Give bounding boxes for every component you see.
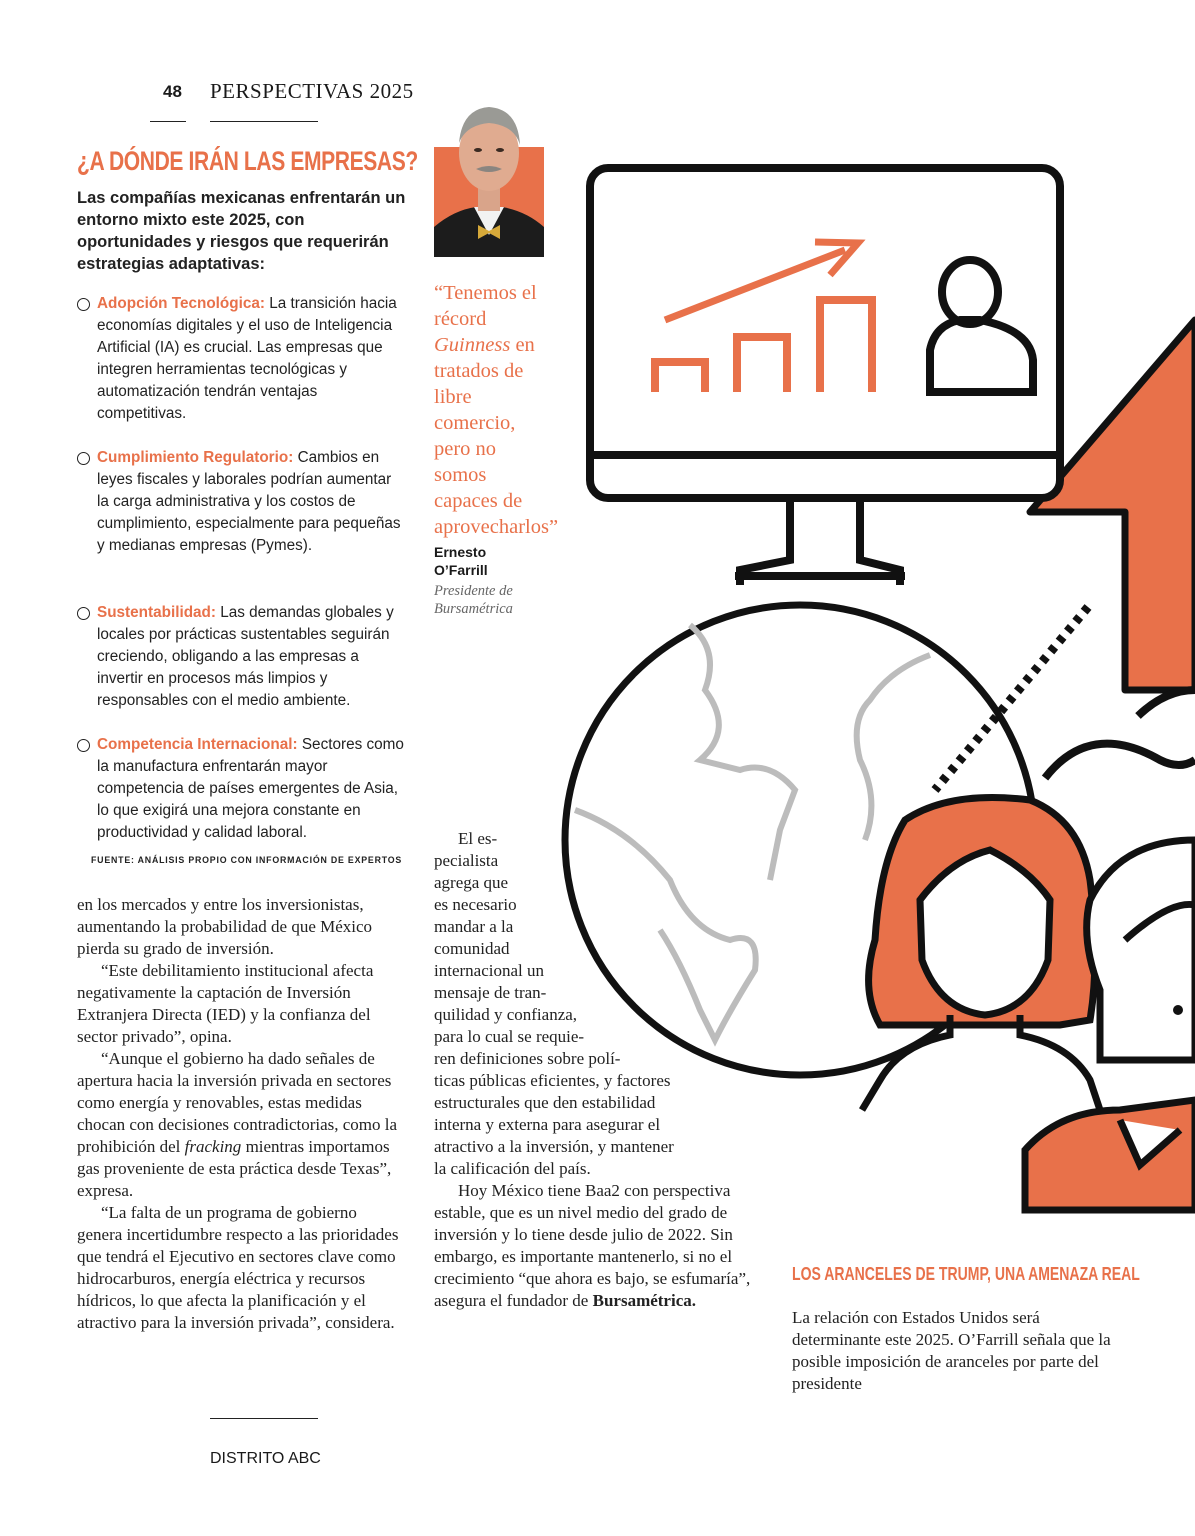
sidebar-item-text: Las demandas globales y locales por prácticas sustentables seguirán creciendo, obligando a las empresas a invertir en procesos más limpios y responsables con el medio ambiente. bbox=[97, 604, 394, 709]
sidebar-item-text: Cambios en leyes fiscales y laborales podrían aumentar la carga administrativa y los costos de cumplimiento, especialmente para pequeñas y medianas empresas (Pymes). bbox=[97, 449, 401, 554]
sidebar-title: ¿A DÓNDE IRÁN LAS EMPRESAS? bbox=[77, 146, 418, 176]
sidebar-source: FUENTE: ANÁLISIS PROPIO CON INFORMACIÓN DE EXPERTOS bbox=[91, 855, 403, 865]
sidebar-item-heading: Cumplimiento Regulatorio: bbox=[97, 449, 294, 466]
sidebar-item-text: La transición hacia economías digitales y el uso de Inteligencia Artificial (IA) es crucial. Las empresas que integren herramientas tecnológicas y automatización tendrán ventajas competitivas. bbox=[97, 295, 397, 422]
article-line: para lo cual se requie- bbox=[434, 1027, 585, 1046]
article-line: comunidad bbox=[434, 939, 510, 958]
article-middle-column bbox=[434, 828, 764, 1312]
bullet-circle-icon bbox=[77, 607, 90, 620]
sidebar-item-heading: Adopción Tecnológica: bbox=[97, 295, 265, 312]
article-paragraph: Hoy México tiene Baa2 con perspectiva estable, que es un nivel medio del grado de inversión y lo tiene desde julio de 2022. Sin embargo, es importante mantenerlo, si no el crecimiento “que ahora es bajo, se esfumaría”, asegura el fundador de Bursamétrica. bbox=[434, 1181, 751, 1310]
article-line: interna y externa para asegurar el bbox=[434, 1115, 661, 1134]
sidebar-item-regulatory bbox=[77, 447, 407, 557]
article-line: la calificación del país. bbox=[434, 1159, 591, 1178]
quote-role: Presidente de Bursamétrica bbox=[434, 583, 513, 617]
subheading: LOS ARANCELES DE TRUMP, UNA AMENAZA REAL bbox=[792, 1264, 1140, 1284]
bullet-circle-icon bbox=[77, 298, 90, 311]
article-paragraph: La relación con Estados Unidos será determinante este 2025. O’Farrill señala que la posible imposición de aranceles por parte del presidente bbox=[792, 1308, 1111, 1393]
sidebar-item-tech bbox=[77, 293, 407, 425]
section-title: PERSPECTIVAS 2025 bbox=[210, 79, 414, 103]
bullet-circle-icon bbox=[77, 452, 90, 465]
sidebar-item-heading: Competencia Internacional: bbox=[97, 736, 298, 753]
sidebar-item-competition bbox=[77, 734, 407, 844]
article-paragraph: “Este debilitamiento institucional afecta negativamente la captación de Inversión Extranjera Directa (IED) y la confianza del sector privado”, opina. bbox=[77, 961, 374, 1046]
article-left-column bbox=[77, 894, 399, 1334]
portrait-photo bbox=[434, 95, 544, 257]
quote-author: Ernesto O’Farrill bbox=[434, 544, 488, 578]
article-line: atractivo a la inversión, y mantener bbox=[434, 1137, 674, 1156]
header-rule-right bbox=[210, 121, 318, 122]
article-line: agrega que bbox=[434, 873, 509, 892]
sidebar-item-heading: Sustentabilidad: bbox=[97, 604, 216, 621]
sidebar-item-sustainability bbox=[77, 602, 407, 712]
article-paragraph: en los mercados y entre los inversionistas, aumentando la probabilidad de que México pierda su grado de inversión. bbox=[77, 895, 373, 958]
page-number: 48 bbox=[163, 82, 182, 101]
header-rule-left bbox=[150, 121, 186, 122]
bullet-circle-icon bbox=[77, 739, 90, 752]
article-line: estructurales que den estabilidad bbox=[434, 1093, 656, 1112]
article-line: mensaje de tran- bbox=[434, 983, 547, 1002]
article-line: quilidad y confianza, bbox=[434, 1005, 578, 1024]
article-line: mandar a la bbox=[434, 917, 514, 936]
article-line: ticas públicas eficientes, y factores bbox=[434, 1071, 671, 1090]
footer-rule bbox=[210, 1418, 318, 1419]
article-line: es necesario bbox=[434, 895, 517, 914]
sidebar-intro: Las compañías mexicanas enfrentarán un entorno mixto este 2025, con oportunidades y riesgos que requerirán estrategias adaptativas: bbox=[77, 189, 406, 273]
footer-publication: DISTRITO ABC bbox=[210, 1450, 321, 1467]
article-paragraph: “La falta de un programa de gobierno genera incertidumbre respecto a las prioridades que tendrá el Ejecutivo en sectores clave como hidrocarburos, energía eléctrica y recursos hídricos, lo que afecta la planificación y el atractivo para la inversión privada”, considera. bbox=[77, 1203, 399, 1332]
article-line: internacional un bbox=[434, 961, 544, 980]
article-line: pecialista bbox=[434, 851, 499, 870]
article-line: ren definiciones sobre polí- bbox=[434, 1049, 621, 1068]
article-right-column bbox=[792, 1307, 1112, 1395]
sidebar-item-text: Sectores como la manufactura enfrentarán mayor competencia de países emergentes de Asia, lo que exigirá una mejora constante en productividad y calidad laboral. bbox=[97, 736, 404, 841]
pull-quote: “Tenemos el récord Guinness en tratados de libre comercio, pero no somos capaces de aprovecharlos” bbox=[434, 282, 559, 538]
article-line: El es- bbox=[458, 829, 498, 848]
article-paragraph: “Aunque el gobierno ha dado señales de apertura hacia la inversión privada en sectores como energía y renovables, estas medidas chocan con decisiones contradictorias, como la prohibición del fracking mientras importamos gas proveniente de esta práctica desde Texas”, expresa. bbox=[77, 1049, 398, 1200]
